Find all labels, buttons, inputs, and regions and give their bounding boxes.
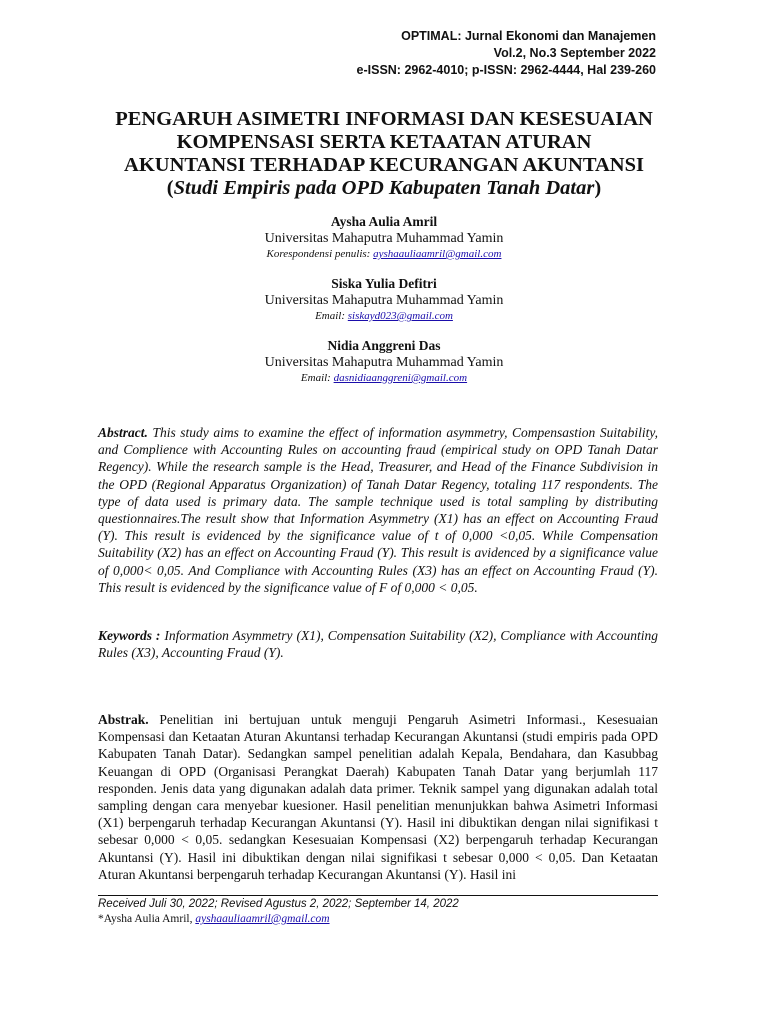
author-email-line	[100, 309, 668, 323]
email-label: Email:	[315, 310, 348, 322]
abstract-indonesian	[98, 711, 658, 883]
author-affiliation: Universitas Mahaputra Muhammad Yamin	[264, 231, 504, 246]
author-email-line	[100, 247, 668, 261]
author-name: Siska Yulia Defitri	[331, 276, 437, 291]
footnote-divider	[98, 895, 658, 896]
author-email-line	[100, 371, 668, 385]
email-label: Korespondensi penulis:	[266, 248, 374, 260]
abstract-text: This study aims to examine the effect of information asymmetry, Compensastion Suitability, and Complience with Accounting Rules on accounting fraud (empirical study on OPD Tanah Datar Regency). While the research sample is the Head, Treasurer, and Head of the Finance Subdivision in the OPD (Regional Apparatus Organization) of Tanah Datar Regency, totaling 117 respondents. The type of data used is primary data. The sample technique used is total sampling by distributing questionnaires.The result show that Information Asymmetry (X1) has an effect on Accounting Fraud (Y). This result is evidenced by the significance value of t of 0,000 <0,05. While Compensation Suitability (X2) has an effect on Accounting Fraud (Y). This result is avidenced by a significance value of 0,000< 0,05. And Compliance with Accounting Rules (X3) has an effect on Accounting Fraud (Y). This result is evidenced by the significance value of F of 0,000 < 0,05.	[98, 425, 658, 595]
author-block	[100, 338, 668, 385]
title-line-2: KOMPENSASI SERTA KETAATAN ATURAN	[176, 131, 592, 153]
title-line-1: PENGARUH ASIMETRI INFORMASI DAN KESESUAIAN	[115, 108, 653, 130]
abstract-label: Abstract.	[98, 425, 148, 440]
author-email-link[interactable]: ayshaauliaamril@gmail.com	[373, 248, 502, 260]
abstrak-text: Penelitian ini bertujuan untuk menguji Pengaruh Asimetri Informasi., Kesesuaian Kompensasi dan Ketaatan Aturan Akuntansi terhadap Kecurangan Akuntansi (studi empiris pada OPD Kabupaten Tanah Datar). Sedangkan sampel penelitian adalah Kepala, Bendahara, dan Kasubbag Keuangan di OPD (Organisasi Perangkat Daerah) Kabupaten Tanah Datar yang berjumlah 117 responden. Jenis data yang digunakan adalah data primer. Teknik sampel yang digunakan adalah total sampling dengan cara menyebar kuesioner. Hasil penelitian menunjukkan bahwa Asimetri Informasi (X1) berpengaruh terhadap Kecurangan Akuntansi (Y). Hasil ini dibuktikan dengan nilai signifikasi t sebesar 0,000 < 0,05. sedangkan Kesesuaian Kompensasi (X2) berpengaruh terhadap Kecurangan Akuntansi (Y). Hasil ini dibuktikan dengan nilai signifikasi t sebesar 0,000 < 0,05. Dan Ketaatan Aturan Akuntansi berpengaruh terhadap Kecurangan Akuntansi (Y). Hasil ini	[98, 712, 658, 882]
journal-header	[357, 28, 656, 79]
keywords-text: Information Asymmetry (X1), Compensation Suitability (X2), Compliance with Accounting Rules (X3), Accounting Fraud (Y).	[98, 628, 658, 661]
paper-subtitle: Studi Empiris pada OPD Kabupaten Tanah Datar	[173, 177, 595, 199]
author-email-link[interactable]: dasnidiaanggreni@gmail.com	[333, 372, 468, 384]
keywords	[98, 627, 658, 661]
author-block	[100, 214, 668, 261]
abstrak-label: Abstrak.	[98, 712, 149, 727]
author-email-link[interactable]: siskayd023@gmail.com	[347, 310, 453, 322]
author-affiliation: Universitas Mahaputra Muhammad Yamin	[264, 355, 504, 370]
email-label: Email:	[300, 372, 334, 384]
author-name: Nidia Anggreni Das	[327, 338, 441, 353]
journal-volume: Vol.2, No.3 September 2022	[493, 46, 656, 60]
title-subtitle-line	[60, 177, 708, 200]
title-line-3: AKUNTANSI TERHADAP KECURANGAN AKUNTANSI	[124, 154, 644, 176]
corresponding-author	[98, 912, 330, 926]
corresponding-prefix: *Aysha Aulia Amril,	[98, 913, 196, 925]
journal-name: OPTIMAL: Jurnal Ekonomi dan Manajemen	[401, 29, 656, 43]
corresponding-email-link[interactable]: ayshaauliaamril@gmail.com	[195, 913, 330, 925]
received-dates: Received Juli 30, 2022; Revised Agustus 2, 2022; September 14, 2022	[98, 898, 459, 910]
author-affiliation: Universitas Mahaputra Muhammad Yamin	[264, 293, 504, 308]
abstract-english	[98, 424, 658, 596]
author-list	[100, 214, 668, 400]
keywords-label: Keywords :	[98, 628, 161, 643]
author-name: Aysha Aulia Amril	[330, 214, 438, 229]
paper-title	[60, 108, 708, 200]
subtitle-open-paren: (	[166, 177, 174, 199]
journal-issn: e-ISSN: 2962-4010; p-ISSN: 2962-4444, Hal 239-260	[356, 63, 656, 77]
subtitle-close-paren: )	[594, 177, 602, 199]
author-block	[100, 276, 668, 323]
